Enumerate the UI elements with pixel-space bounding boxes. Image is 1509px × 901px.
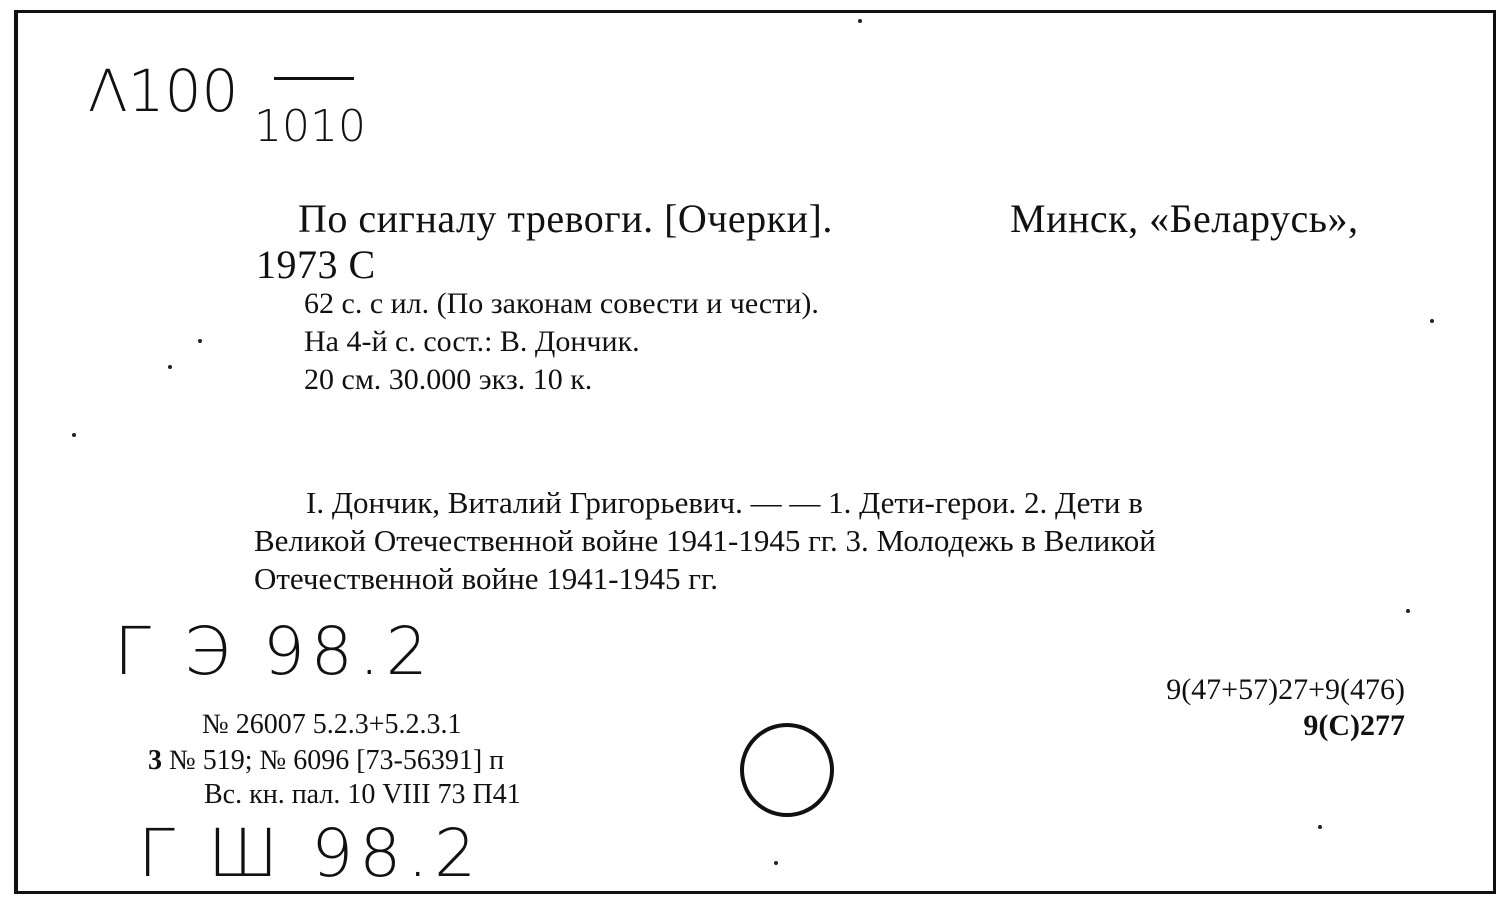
publisher: Минск, «Беларусь», bbox=[1010, 196, 1359, 241]
bbk-index-1: 9(47+57)27+9(476) bbox=[1166, 673, 1405, 706]
punch-hole-circle bbox=[740, 723, 834, 817]
bbk-index-2: 9(С)277 bbox=[1303, 709, 1405, 742]
compiler-line: На 4-й с. сост.: В. Дончик. bbox=[304, 325, 640, 358]
pages-line: 62 с. с ил. (По законам совести и чести). bbox=[304, 287, 819, 320]
order-text: № 519; № 6096 [73-56391] п bbox=[169, 745, 505, 776]
handwritten-code bbox=[88, 57, 238, 125]
handwritten-code-fraction: 1010 bbox=[254, 101, 366, 152]
speck bbox=[72, 433, 76, 437]
book-chamber-line: Вс. кн. пал. 10 VIII 73 П41 bbox=[204, 779, 521, 810]
handwritten-code-main: Λ100 bbox=[88, 57, 239, 125]
subject-line-2: Великой Отечественной войне 1941-1945 гг. 3. Молодежь в Великой bbox=[254, 523, 1156, 558]
catalog-card bbox=[14, 10, 1496, 894]
speck bbox=[198, 339, 202, 343]
physical-line: 20 см. 30.000 экз. 10 к. bbox=[304, 363, 593, 396]
speck bbox=[774, 861, 778, 865]
record-number-line: № 26007 5.2.3+5.2.3.1 bbox=[202, 709, 462, 740]
speck bbox=[1318, 825, 1322, 829]
shelf-mark-1: Г Э 98.2 bbox=[114, 613, 434, 690]
speck bbox=[1406, 609, 1410, 613]
speck bbox=[1430, 319, 1434, 323]
year-line: 1973 С bbox=[256, 242, 376, 287]
fraction-bar bbox=[274, 77, 354, 80]
order-prefix: 3 bbox=[148, 745, 162, 776]
subject-line-3: Отечественной войне 1941-1945 гг. bbox=[254, 561, 718, 596]
title-left: По сигналу тревоги. [Очерки]. bbox=[298, 196, 833, 241]
speck bbox=[168, 365, 172, 369]
order-line bbox=[148, 745, 504, 777]
subject-line-1: I. Дончик, Виталий Григорьевич. — — 1. Дети-герои. 2. Дети в bbox=[306, 485, 1143, 520]
shelf-mark-2: Г Ш 98.2 bbox=[138, 815, 483, 892]
speck bbox=[858, 19, 862, 23]
